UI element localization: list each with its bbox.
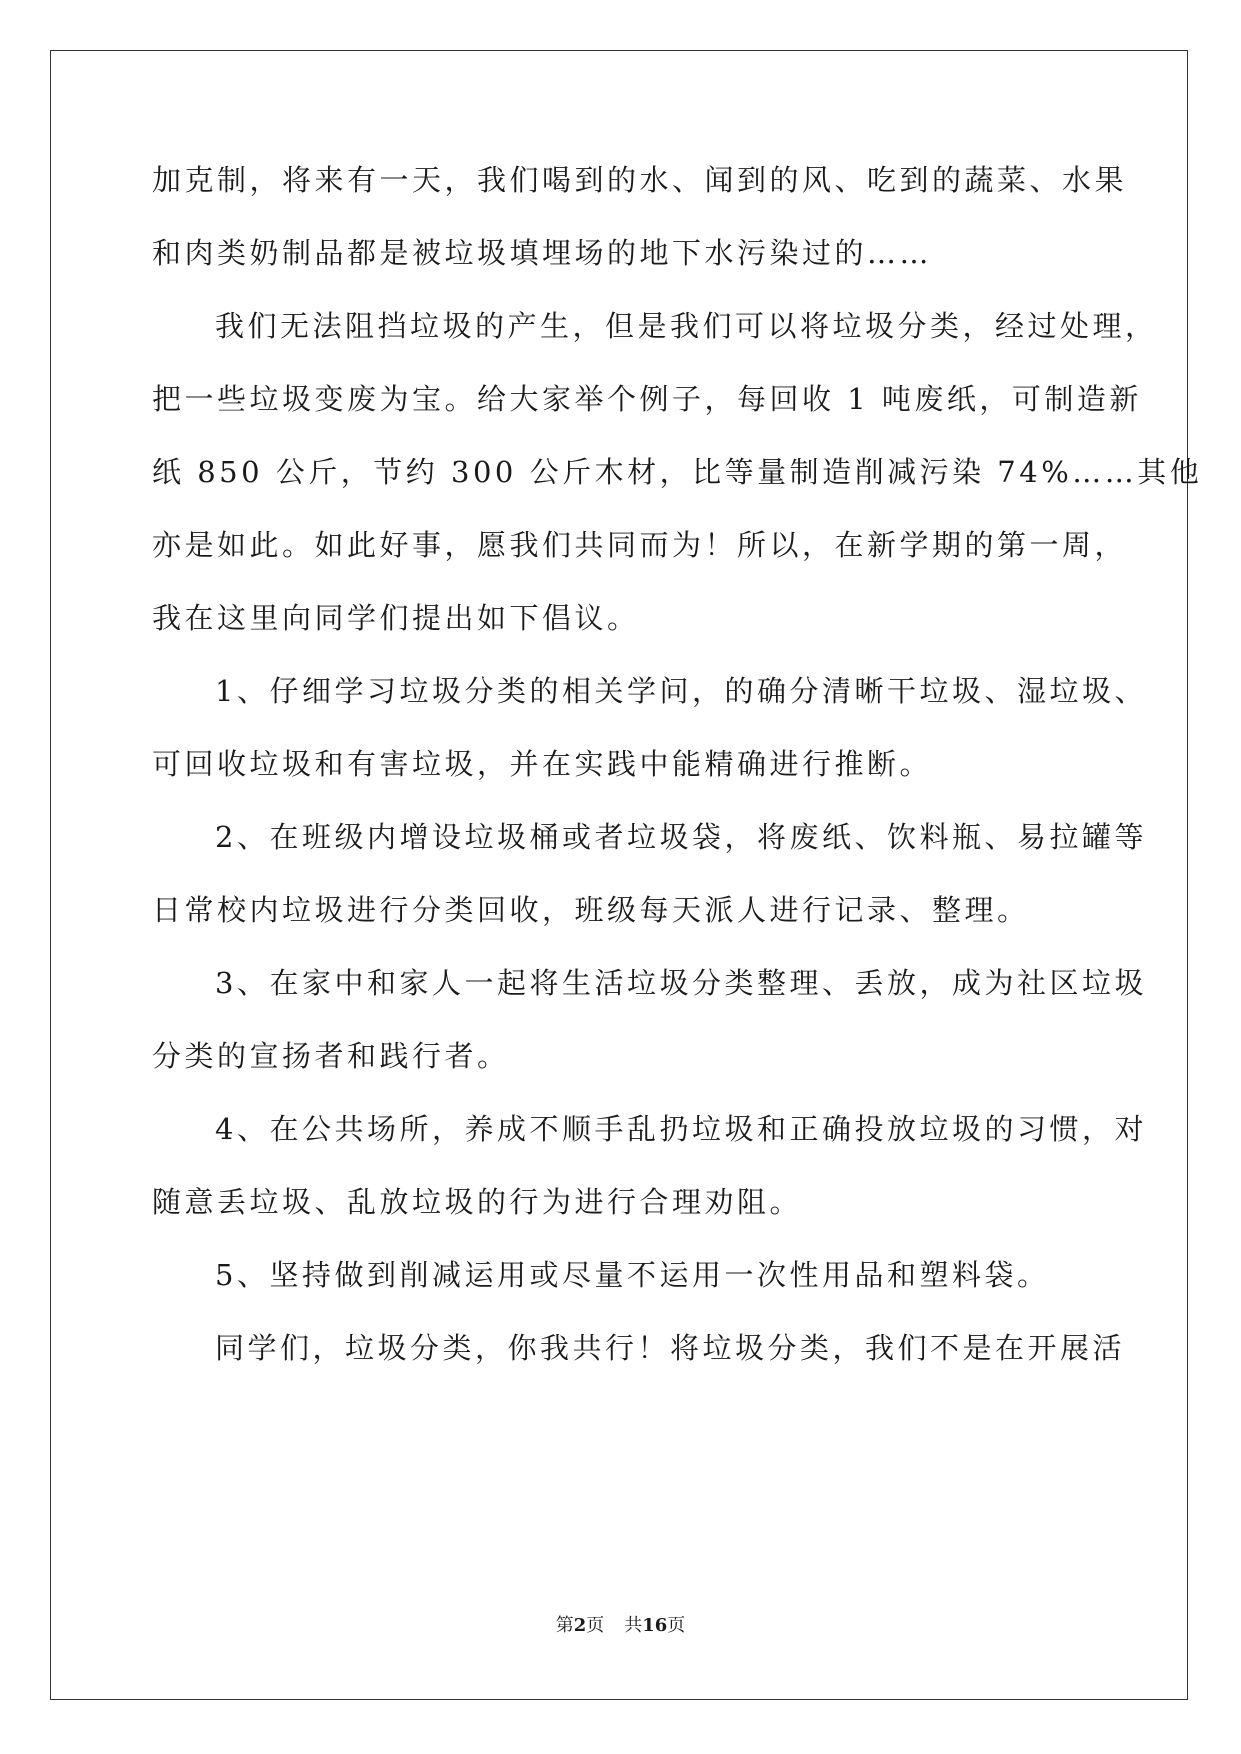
text-line: 和肉类奶制品都是被垃圾填埋场的地下水污染过的…… [152,236,933,270]
text-line: 加克制，将来有一天，我们喝到的水、闻到的风、吃到的蔬菜、水果 [152,163,1128,197]
paragraph-start-line: 我们无法阻挡垃圾的产生，但是我们可以将垃圾分类，经过处理， [215,309,1158,343]
paragraph-start-line: 同学们，垃圾分类，你我共行！将垃圾分类，我们不是在开展活 [215,1331,1126,1365]
list-item-1-line: 1、仔细学习垃圾分类的相关学问，的确分清晰干垃圾、湿垃圾、 [215,674,1147,708]
page-suffix: 页 [586,1615,605,1636]
page-border [50,50,1188,1700]
text-line: 我在这里向同学们提出如下倡议。 [152,601,640,635]
page-prefix: 第 [555,1615,574,1636]
text-line: 可回收垃圾和有害垃圾，并在实践中能精确进行推断。 [152,747,933,781]
list-item-2-line: 2、在班级内增设垃圾桶或者垃圾袋，将废纸、饮料瓶、易拉罐等 [215,820,1147,854]
total-prefix: 共 [624,1615,643,1636]
list-item-4-line: 4、在公共场所，养成不顺手乱扔垃圾和正确投放垃圾的习惯，对 [215,1112,1147,1146]
text-line: 日常校内垃圾进行分类回收，班级每天派人进行记录、整理。 [152,893,1030,927]
total-pages: 16 [642,1615,668,1636]
total-suffix: 页 [667,1615,686,1636]
list-item-5-line: 5、坚持做到削减运用或尽量不运用一次性用品和塑料袋。 [215,1258,1050,1292]
text-line: 把一些垃圾变废为宝。给大家举个例子，每回收 1 吨废纸，可制造新 [152,382,1142,416]
page-number: 2 [573,1615,587,1636]
page-footer [0,1614,1241,1638]
text-line: 亦是如此。如此好事，愿我们共同而为！所以，在新学期的第一周， [152,528,1128,562]
text-line: 随意丢垃圾、乱放垃圾的行为进行合理劝阻。 [152,1185,803,1219]
text-line: 纸 850 公斤，节约 300 公斤木材，比等量制造削减污染 74%……其他 [152,455,1203,489]
text-line: 分类的宣扬者和践行者。 [152,1039,510,1073]
list-item-3-line: 3、在家中和家人一起将生活垃圾分类整理、丢放，成为社区垃圾 [215,966,1147,1000]
